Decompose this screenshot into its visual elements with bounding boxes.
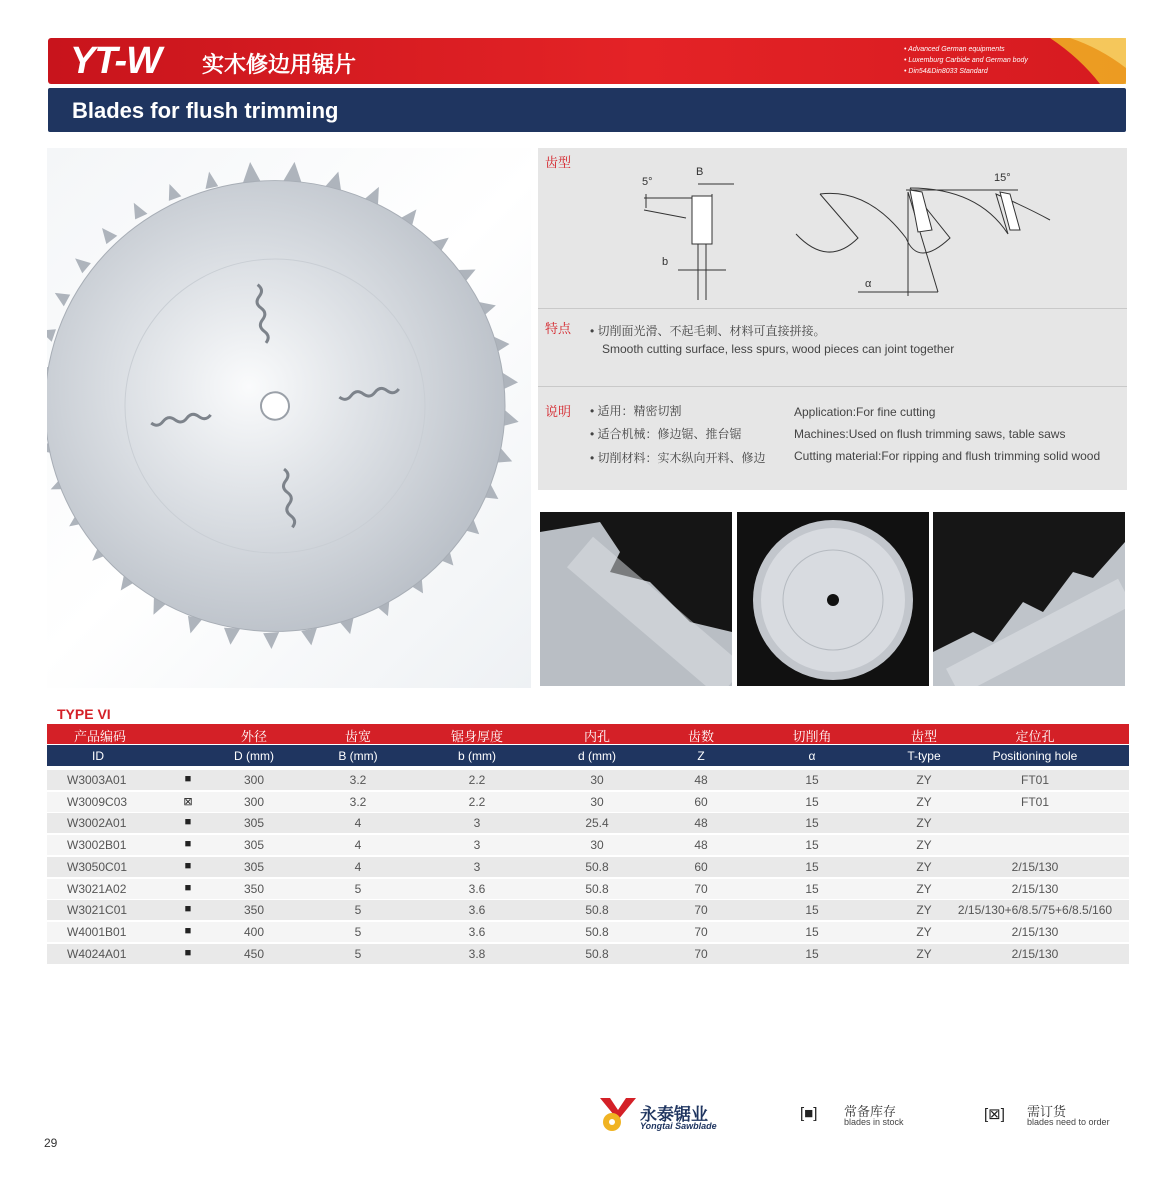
- closeup-photo-1: [540, 512, 732, 686]
- table-cell: 48: [694, 838, 708, 853]
- table-row: [47, 813, 1129, 833]
- table-cell: 4: [354, 859, 362, 874]
- note-en: Application:For fine cutting: [794, 405, 936, 419]
- stock-mark: ■: [184, 816, 192, 829]
- table-cell: 3: [473, 816, 481, 831]
- stock-mark: ■: [184, 924, 192, 937]
- table-cell: W3050C01: [67, 859, 128, 874]
- th-cn: 齿数: [687, 729, 714, 744]
- table-cell: ZY: [916, 816, 932, 831]
- spec-panel: [538, 148, 1127, 490]
- table-cell: W4024A01: [67, 946, 127, 961]
- table-cell: 15: [805, 946, 819, 961]
- diagram-label-b: b: [662, 256, 669, 268]
- th-cn: 外径: [240, 729, 267, 744]
- header-bullet: • Din54&Din8033 Standard: [904, 68, 988, 75]
- th-cn: 锯身厚度: [450, 729, 503, 744]
- table-cell: 70: [694, 881, 708, 896]
- table-cell: ZY: [916, 946, 932, 961]
- table-cell: W3003A01: [67, 773, 127, 787]
- table-row: [47, 922, 1129, 942]
- table-cell: 15: [805, 794, 819, 809]
- legend-order-en: blades need to order: [1027, 1117, 1110, 1127]
- table-cell: 5: [354, 881, 362, 896]
- table-cell: 60: [694, 859, 708, 874]
- note-cn: • 适合机械：修边锯、推台锯: [590, 427, 742, 441]
- th-en: Positioning hole: [992, 749, 1078, 763]
- diagram-angle-5: 5°: [642, 176, 653, 188]
- page-number: 29: [44, 1136, 58, 1150]
- table-cell: W3002A01: [67, 816, 127, 831]
- th-cn: 产品编码: [73, 729, 126, 744]
- th-cn: 定位孔: [1015, 729, 1055, 744]
- table-cell: FT01: [1020, 794, 1049, 809]
- note-en: Machines:Used on flush trimming saws, table saws: [794, 427, 1066, 441]
- note-cn: • 切削材料：实木纵向开料、修边: [590, 451, 766, 465]
- table-cell: 70: [694, 903, 708, 918]
- table-cell: 70: [694, 946, 708, 961]
- table-cell: 300: [243, 794, 265, 809]
- th-en: D (mm): [234, 749, 274, 763]
- stock-mark: ■: [184, 903, 192, 916]
- table-cell: ZY: [916, 859, 932, 874]
- spec-divider: [538, 308, 1127, 309]
- table-cell: FT01: [1020, 773, 1049, 787]
- table-cell: 3.6: [468, 903, 486, 918]
- th-cn: 齿宽: [344, 729, 371, 744]
- table-type-title: TYPE VI: [57, 706, 111, 722]
- table-cell: 30: [590, 794, 604, 809]
- table-cell: 5: [354, 946, 362, 961]
- th-en: Z: [697, 749, 705, 763]
- stock-mark: ■: [184, 881, 192, 894]
- legend-stock-mark: [■]: [800, 1105, 818, 1122]
- table-cell: 48: [694, 773, 708, 787]
- legend-stock-en: blades in stock: [844, 1117, 904, 1127]
- table-cell: ZY: [916, 794, 932, 809]
- table-cell: 3.8: [468, 946, 486, 961]
- table-cell: 300: [243, 773, 265, 787]
- legend-order-cn: 需订货: [1027, 1104, 1067, 1119]
- yongtai-logo-icon: [598, 1096, 638, 1137]
- table-cell: 305: [243, 838, 265, 853]
- th-en: α: [808, 749, 816, 763]
- table-cell: 30: [590, 838, 604, 853]
- table-cell: 50.8: [585, 881, 609, 896]
- table-cell: ZY: [916, 924, 932, 939]
- stock-mark: ■: [184, 859, 192, 872]
- th-en: d (mm): [578, 749, 616, 763]
- table-cell: 25.4: [585, 816, 609, 831]
- feature-en: Smooth cutting surface, less spurs, wood pieces can joint together: [602, 342, 955, 356]
- table-cell: 2/15/130+6/8.5/75+6/8.5/160: [957, 903, 1113, 918]
- stock-mark: ⊠: [183, 795, 193, 808]
- th-cn: 齿型: [910, 729, 937, 744]
- table-row: [47, 944, 1129, 964]
- table-row: [47, 900, 1129, 920]
- th-cn: 内孔: [583, 729, 610, 744]
- stock-mark: ■: [184, 773, 192, 785]
- feature-label: 特点: [545, 321, 572, 336]
- note-en: Cutting material:For ripping and flush trimming solid wood: [794, 449, 1101, 463]
- stock-mark: ■: [184, 838, 192, 851]
- table-row: [47, 792, 1129, 812]
- table-cell: 305: [243, 816, 265, 831]
- table-cell: 5: [354, 903, 362, 918]
- table-cell: ZY: [916, 881, 932, 896]
- legend-stock-cn: 常备库存: [844, 1104, 897, 1119]
- th-en: B (mm): [338, 749, 378, 763]
- tooth-type-label: 齿型: [545, 155, 572, 170]
- logo-text-cn: 永泰锯业: [640, 1105, 708, 1124]
- table-cell: 5: [354, 924, 362, 939]
- table-cell: 15: [805, 903, 819, 918]
- table-cell: 2/15/130: [1011, 859, 1059, 874]
- table-cell: 50.8: [585, 859, 609, 874]
- header-bullets: [904, 44, 1028, 77]
- diagram-alpha: α: [865, 278, 872, 290]
- diagram-label-B: B: [696, 166, 704, 178]
- table-cell: 2.2: [468, 794, 486, 809]
- table-row: [47, 835, 1129, 855]
- table-cell: 3.2: [349, 773, 367, 787]
- table-cell: 15: [805, 816, 819, 831]
- table-cell: 48: [694, 816, 708, 831]
- table-cell: 3.2: [349, 794, 367, 809]
- header-title-cn: 实木修边用锯片: [202, 52, 357, 77]
- table-cell: 15: [805, 773, 819, 787]
- blade-photo-2: [737, 512, 929, 686]
- table-cell: 3.6: [468, 924, 486, 939]
- table-row: [47, 770, 1129, 790]
- table-cell: 15: [805, 838, 819, 853]
- table-cell: 2/15/130: [1011, 881, 1059, 896]
- header-bullet: • Advanced German equipments: [904, 46, 1005, 53]
- table-cell: 2.2: [468, 773, 486, 787]
- table-row: [47, 879, 1129, 899]
- table-cell: 60: [694, 794, 708, 809]
- stock-mark: ■: [184, 946, 192, 959]
- table-cell: 3: [473, 838, 481, 853]
- table-cell: 2/15/130: [1011, 924, 1059, 939]
- table-cell: 70: [694, 924, 708, 939]
- th-cn: 切削角: [792, 729, 832, 744]
- legend-order-mark: [⊠]: [984, 1106, 1005, 1123]
- table-cell: W3021A02: [67, 881, 127, 896]
- table-cell: 4: [354, 838, 362, 853]
- note-label: 说明: [545, 404, 572, 419]
- table-cell: 350: [243, 881, 265, 896]
- feature-cn: • 切削面光滑、不起毛刺、材料可直接拼接。: [590, 324, 826, 338]
- table-cell: 400: [243, 924, 265, 939]
- table-cell: 30: [590, 773, 604, 787]
- table-cell: 3: [473, 859, 481, 874]
- table-cell: 305: [243, 859, 265, 874]
- th-en: b (mm): [458, 749, 496, 763]
- header-bullet: • Luxemburg Carbide and German body: [904, 57, 1028, 64]
- table-cell: W3009C03: [67, 794, 128, 809]
- closeup-photo-3: [933, 512, 1125, 686]
- logo-text-en: Yongtai Sawblade: [640, 1121, 717, 1131]
- table-cell: 450: [243, 946, 265, 961]
- table-cell: 50.8: [585, 924, 609, 939]
- table-cell: 2/15/130: [1011, 946, 1059, 961]
- table-cell: ZY: [916, 838, 932, 853]
- table-cell: 3.6: [468, 881, 486, 896]
- subtitle-en: Blades for flush trimming: [72, 98, 339, 123]
- table-cell: W4001B01: [67, 924, 127, 939]
- tooth-diagram: [538, 148, 1127, 308]
- brand-name: YT-W: [70, 40, 161, 82]
- th-en: ID: [92, 749, 104, 763]
- table-cell: 15: [805, 859, 819, 874]
- table-cell: 4: [354, 816, 362, 831]
- th-en: T-type: [907, 749, 941, 763]
- spec-divider: [538, 386, 1127, 387]
- saw-blade-image: [47, 148, 531, 688]
- table-cell: W3021C01: [67, 903, 128, 918]
- table-cell: W3002B01: [67, 838, 127, 853]
- table-cell: 50.8: [585, 903, 609, 918]
- table-cell: 15: [805, 881, 819, 896]
- table-cell: ZY: [916, 903, 932, 918]
- table-cell: 50.8: [585, 946, 609, 961]
- table-cell: 15: [805, 924, 819, 939]
- table-row: [47, 857, 1129, 877]
- table-cell: 350: [243, 903, 265, 918]
- diagram-angle-15: 15°: [994, 172, 1011, 184]
- table-cell: ZY: [916, 773, 932, 787]
- note-cn: • 适用：精密切割: [590, 404, 682, 418]
- header-swoosh-graphic: [1040, 38, 1126, 84]
